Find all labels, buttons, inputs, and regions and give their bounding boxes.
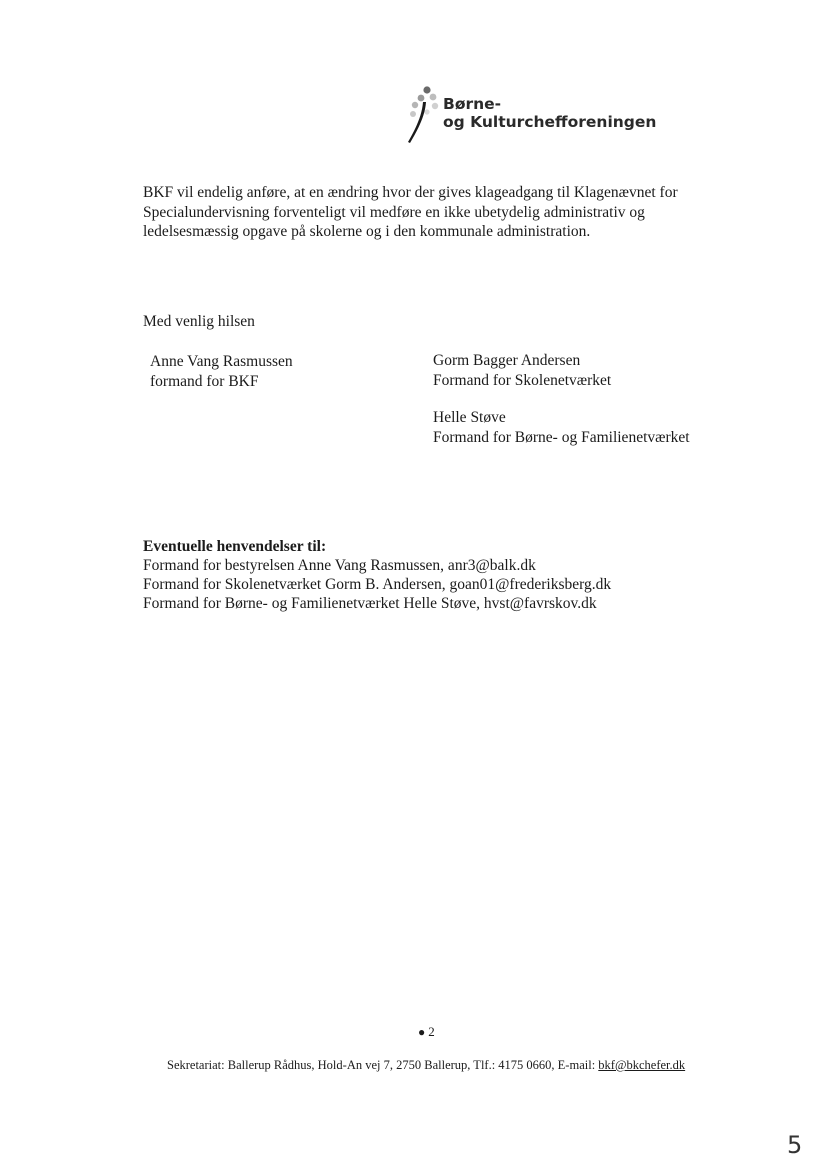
signatory-title: Formand for Børne- og Familienetværket [433,428,690,446]
logo-wordmark [443,95,656,131]
signatory-name: Helle Støve [433,409,506,426]
signature-block [433,351,611,390]
contact-line: Formand for Børne- og Familienetværket Helle Støve, hvst@favrskov.dk [143,595,597,612]
contact-section [143,537,611,613]
signatory-name: Anne Vang Rasmussen [150,353,293,370]
signature-block [150,352,293,391]
page-number-value: 2 [428,1024,435,1039]
bullet-icon: ● [418,1025,426,1039]
contact-line: Formand for Skolenetværket Gorm B. Andersen, goan01@frederiksberg.dk [143,576,612,593]
contact-line: Formand for bestyrelsen Anne Vang Rasmussen, anr3@balk.dk [143,557,536,574]
contact-heading: Eventuelle henvendelser til: [143,538,327,555]
footer-text: Sekretariat: Ballerup Rådhus, Hold-An vej 7, 2750 Ballerup, Tlf.: 4175 0660, E-mail: [167,1058,599,1072]
page-number [418,1024,435,1040]
corner-page-mark: 5 [787,1131,803,1159]
logo-line-1: Børne- [443,95,502,113]
signatory-name: Gorm Bagger Andersen [433,352,581,369]
organization-logo [400,82,657,148]
logo-line-2: og Kulturchefforeningen [443,113,657,131]
signature-block [433,408,690,447]
greeting: Med venlig hilsen [143,313,255,330]
footer-email-link[interactable]: bkf@bkchefer.dk [598,1058,686,1072]
signatory-title: Formand for Skolenetværket [433,371,612,389]
bkf-logo-icon [400,82,444,148]
signatory-title: formand for BKF [150,372,259,390]
footer [167,1057,685,1073]
closing-paragraph: BKF vil endelig anføre, at en ændring hvor der gives klageadgang til Klagenævnet for Specialundervisning forventeligt vil medføre en ikke ubetydelig administrativ og ledelsesmæssig opgave på skolerne og i den kommunale administration. [143,184,678,241]
